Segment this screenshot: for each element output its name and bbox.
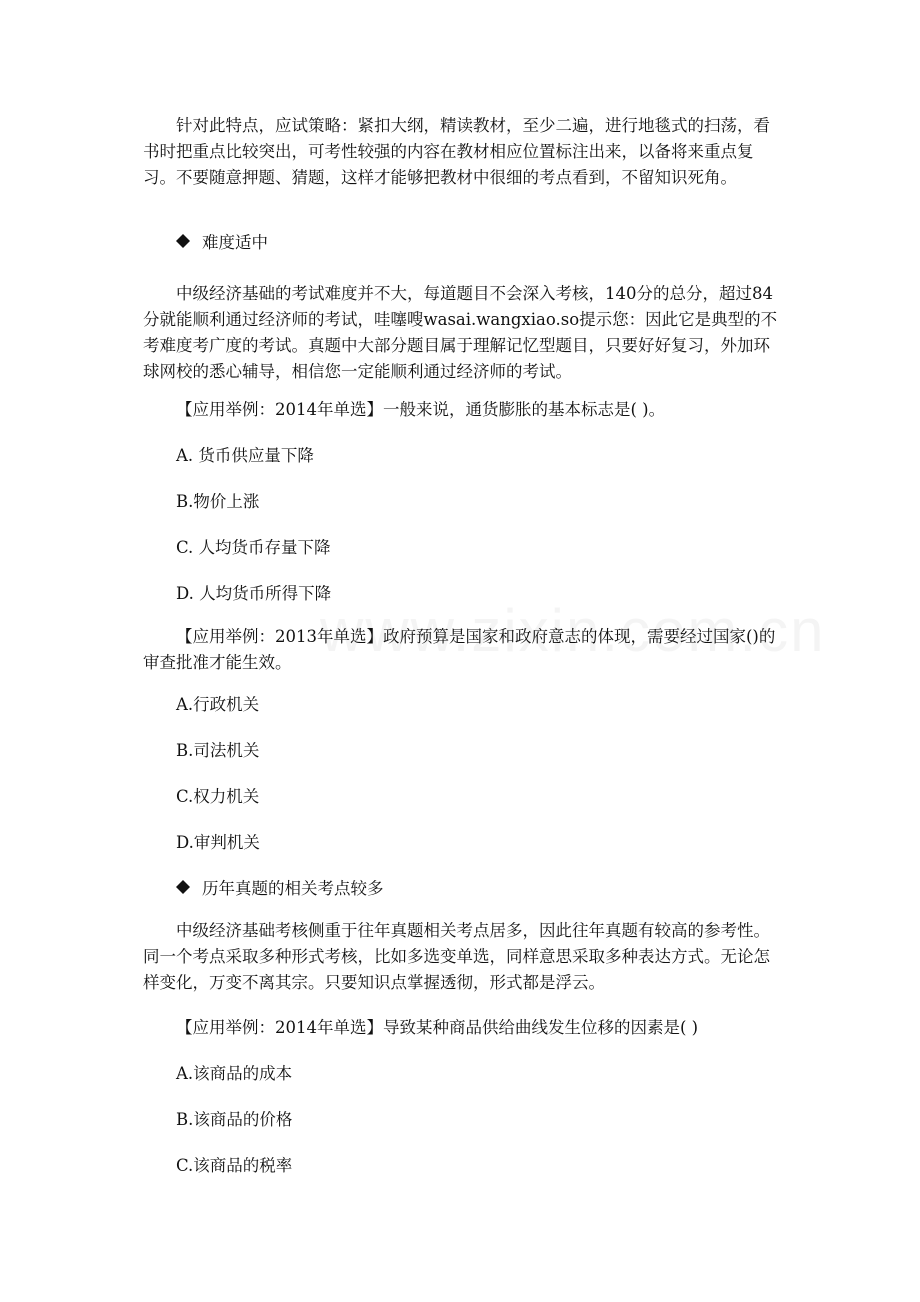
question-2-option-b: B.司法机关 bbox=[176, 741, 260, 760]
diamond-bullet-icon bbox=[176, 230, 202, 256]
question-1-stem: 【应用举例：2014年单选】一般来说，通货膨胀的基本标志是( )。 bbox=[176, 400, 666, 419]
diamond-bullet-icon bbox=[176, 876, 202, 902]
heading-text: 难度适中 bbox=[202, 233, 268, 252]
question-3-option-a: A.该商品的成本 bbox=[176, 1064, 293, 1083]
question-1-option-b: B.物价上涨 bbox=[176, 492, 260, 511]
question-3-stem: 【应用举例：2014年单选】导致某种商品供给曲线发生位移的因素是( ) bbox=[176, 1018, 699, 1037]
question-2-stem: 【应用举例：2013年单选】政府预算是国家和政府意志的体现，需要经过国家()的审查批准才能生效。 bbox=[143, 627, 776, 672]
question-2-option-d: D.审判机关 bbox=[176, 833, 260, 852]
question-3-option-b: B.该商品的价格 bbox=[176, 1110, 293, 1129]
heading-past-exams bbox=[143, 876, 816, 902]
question-2-option-a: A.行政机关 bbox=[176, 695, 260, 714]
paragraph-past-exams: 中级经济基础考核侧重于往年真题相关考点居多，因此往年真题有较高的参考性。同一个考点采取多种形式考核，比如多选变单选，同样意思采取多种表达方式。无论怎样变化，万变不离其宗。只要知识点掌握透彻，形式都是浮云。 bbox=[143, 921, 770, 992]
question-1-option-c: C. 人均货币存量下降 bbox=[176, 538, 331, 557]
heading-difficulty bbox=[143, 230, 816, 256]
question-1-option-d: D. 人均货币所得下降 bbox=[176, 584, 332, 603]
question-2-option-c: C.权力机关 bbox=[176, 787, 260, 806]
question-1-option-a: A. 货币供应量下降 bbox=[176, 446, 314, 465]
paragraph-exam-strategy: 针对此特点，应试策略：紧扣大纲，精读教材，至少二遍，进行地毯式的扫荡，看书时把重点比较突出，可考性较强的内容在教材相应位置标注出来，以备将来重点复习。不要随意押题、猜题，这样才能够把教材中很细的考点看到，不留知识死角。 bbox=[143, 116, 770, 187]
heading-text: 历年真题的相关考点较多 bbox=[202, 879, 384, 898]
paragraph-difficulty: 中级经济基础的考试难度并不大，每道题目不会深入考核，140分的总分，超过84分就能顺利通过经济师的考试，哇噻嗖wasai.wangxiao.so提示您：因此它是典型的不考难度考广度的考试。真题中大部分题目属于理解记忆型题目，只要好好复习，外加环球网校的悉心辅导，相信您一定能顺利通过经济师的考试。 bbox=[143, 284, 778, 381]
question-3-option-c: C.该商品的税率 bbox=[176, 1156, 293, 1175]
